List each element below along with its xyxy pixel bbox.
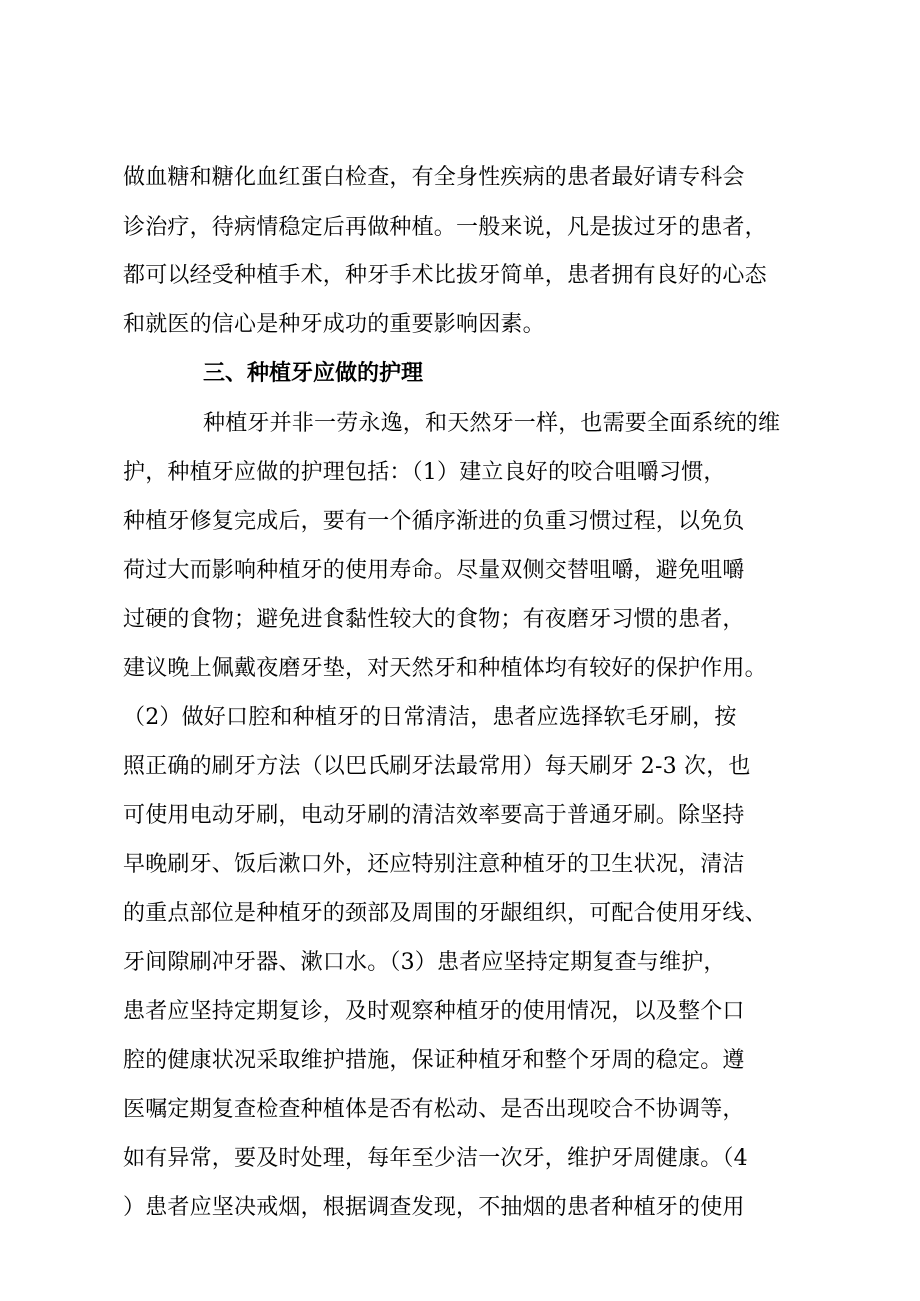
text-line: 建议晚上佩戴夜磨牙垫，对天然牙和种植体均有较好的保护作用。 xyxy=(123,656,767,681)
section-heading: 三、种植牙应做的护理 xyxy=(203,361,424,386)
text-line: 都可以经受种植手术，种牙手术比拔牙简单，患者拥有良好的心态 xyxy=(123,263,767,288)
text-line: 牙间隙刷冲牙器、漱口水。（3）患者应坚持定期复查与维护， xyxy=(123,950,726,975)
text-line: 和就医的信心是种牙成功的重要影响因素。 xyxy=(123,312,545,337)
text-line: 早晚刷牙、饭后漱口外，还应特别注意种植牙的卫生状况，清洁 xyxy=(123,852,745,877)
text-line: 可使用电动牙刷，电动牙刷的清洁效率要高于普通牙刷。除坚持 xyxy=(123,803,745,828)
text-line: 腔的健康状况采取维护措施，保证种植牙和整个牙周的稳定。遵 xyxy=(123,1048,745,1073)
text-line: 诊治疗，待病情稳定后再做种植。一般来说，凡是拔过牙的患者， xyxy=(123,215,767,240)
text-line: 荷过大而影响种植牙的使用寿命。尽量双侧交替咀嚼，避免咀嚼 xyxy=(123,558,745,583)
text-line: 护，种植牙应做的护理包括：（1）建立良好的咬合咀嚼习惯， xyxy=(123,460,726,485)
text-line: （2）做好口腔和种植牙的日常清洁，患者应选择软毛牙刷，按 xyxy=(123,705,737,730)
text-line: 做血糖和糖化血红蛋白检查，有全身性疾病的患者最好请专科会 xyxy=(123,165,745,190)
text-line: 患者应坚持定期复诊，及时观察种植牙的使用情况，以及整个口 xyxy=(123,999,745,1024)
text-line: 过硬的食物；避免进食黏性较大的食物；有夜磨牙习惯的患者， xyxy=(123,607,745,632)
text-line: 的重点部位是种植牙的颈部及周围的牙龈组织，可配合使用牙线、 xyxy=(123,901,767,926)
text-line: 种植牙并非一劳永逸，和天然牙一样，也需要全面系统的维 xyxy=(203,411,781,436)
text-line: 种植牙修复完成后，要有一个循序渐进的负重习惯过程，以免负 xyxy=(123,509,745,534)
text-line: 如有异常，要及时处理，每年至少洁一次牙，维护牙周健康。（4 xyxy=(123,1146,748,1171)
text-line: ）患者应坚决戒烟，根据调查发现，不抽烟的患者种植牙的使用 xyxy=(123,1195,745,1220)
text-line: 照正确的刷牙方法（以巴氏刷牙法最常用）每天刷牙 2-3 次，也 xyxy=(123,754,751,779)
text-line: 医嘱定期复查检查种植体是否有松动、是否出现咬合不协调等， xyxy=(123,1097,745,1122)
